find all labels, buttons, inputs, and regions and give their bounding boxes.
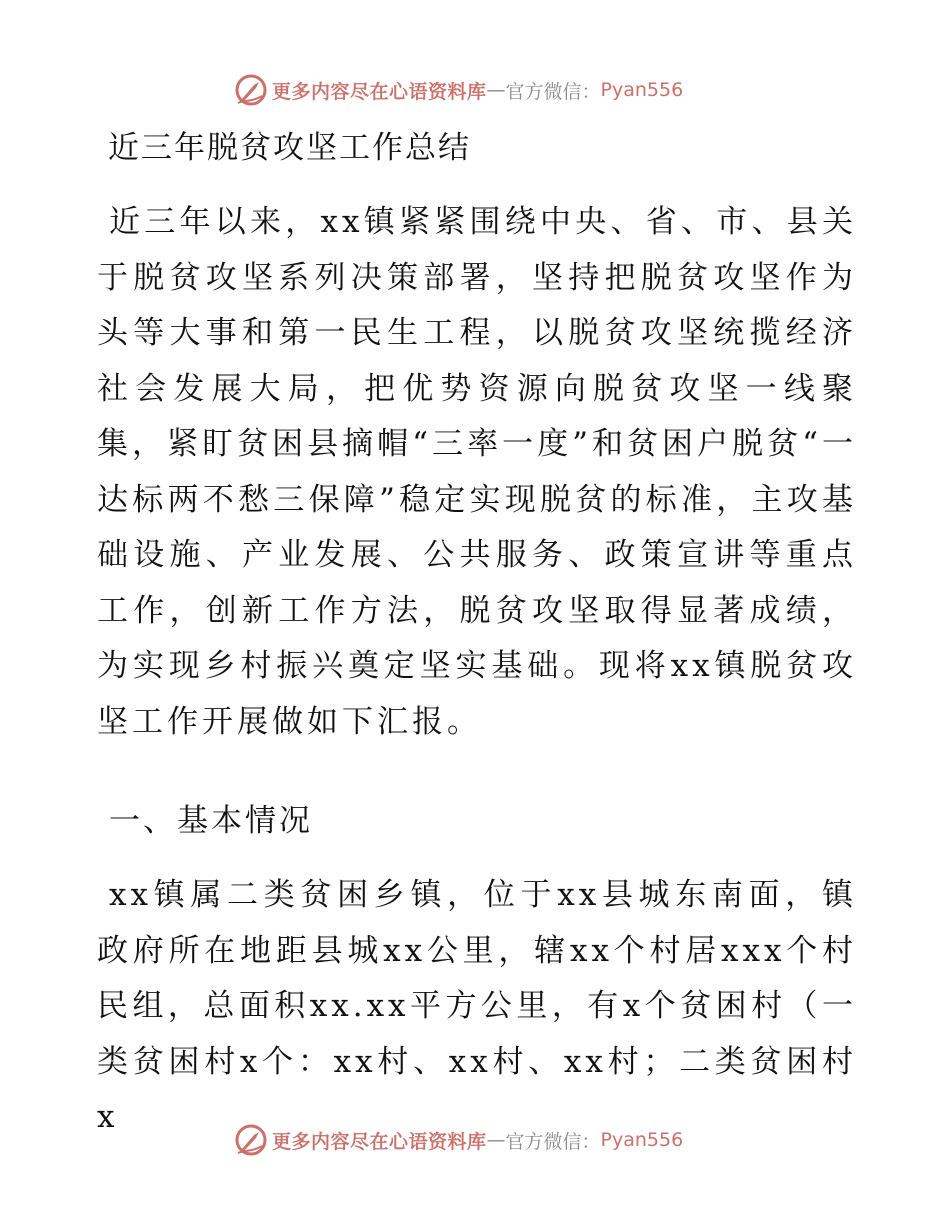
- section-heading-basic-info: 一、基本情况: [109, 803, 313, 839]
- brand-logo-icon: [234, 73, 268, 107]
- watermark-separator: —: [486, 79, 506, 101]
- footer-watermark: [234, 1123, 683, 1157]
- watermark-official-label: 官方微信：: [505, 1130, 601, 1153]
- basic-info-paragraph: xx镇属二类贫困乡镇，位于xx县城东南面，镇政府所在地距县城xx公里，辖xx个村居xxx个村民组，总面积xx.xx平方公里，有x个贫困村（一类贫困村x个：xx村、xx村、xx村；二类贫困村x: [97, 877, 857, 1135]
- watermark-separator: —: [486, 1129, 506, 1151]
- watermark-main-text: 更多内容尽在心语资料库: [272, 1130, 487, 1153]
- header-watermark: [234, 73, 683, 107]
- brand-logo-icon: [234, 1123, 268, 1157]
- watermark-official-label: 官方微信：: [505, 80, 601, 103]
- watermark-id: Pyan556: [600, 1129, 684, 1151]
- watermark-main-text: 更多内容尽在心语资料库: [272, 80, 487, 103]
- intro-paragraph: 近三年以来，xx镇紧紧围绕中央、省、市、县关于脱贫攻坚系列决策部署，坚持把脱贫攻坚作为头等大事和第一民生工程，以脱贫攻坚统揽经济社会发展大局，把优势资源向脱贫攻坚一线聚集，紧盯贫困县摘帽“三率一度”和贫困户脱贫“一达标两不愁三保障”稳定实现脱贫的标准，主攻基础设施、产业发展、公共服务、政策宣讲等重点工作，创新工作方法，脱贫攻坚取得显著成绩，为实现乡村振兴奠定坚实基础。现将xx镇脱贫攻坚工作开展做如下汇报。: [97, 204, 857, 740]
- document-title: 近三年脱贫攻坚工作总结: [108, 130, 471, 166]
- watermark-id: Pyan556: [600, 79, 684, 101]
